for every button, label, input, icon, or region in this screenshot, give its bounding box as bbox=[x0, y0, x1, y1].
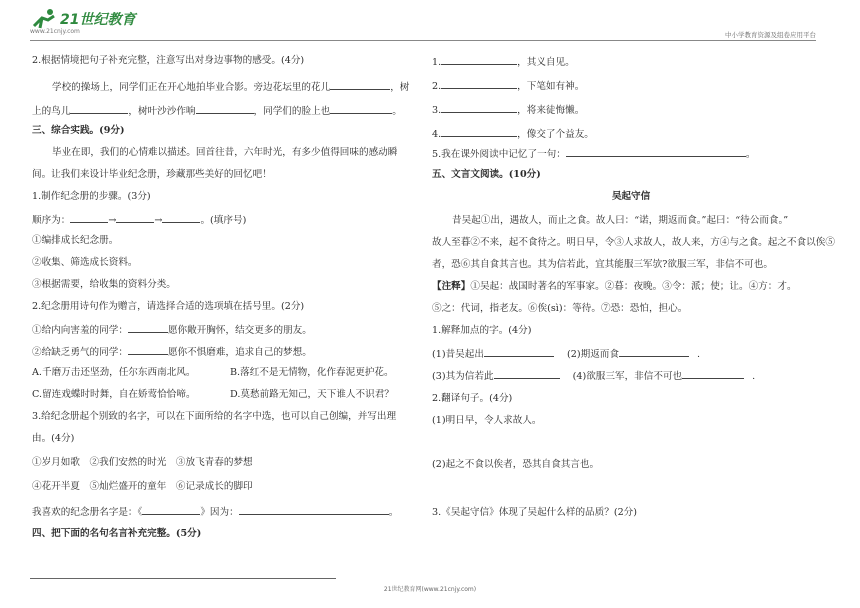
site-logo bbox=[30, 8, 135, 30]
arrow-icon: → bbox=[154, 215, 163, 226]
header-divider bbox=[30, 40, 816, 41]
r-q1-row-2 bbox=[432, 368, 755, 383]
line-number: 4. bbox=[432, 129, 442, 140]
order-suffix: 。(填序号) bbox=[200, 215, 247, 226]
answer-blank[interactable] bbox=[682, 368, 744, 379]
r-q1-row-1 bbox=[432, 346, 700, 361]
s3-names-row-1: ①岁月如歌 ②我们安然的时光 ③放飞青春的梦想 bbox=[32, 457, 253, 468]
q2b-suffix: 愿你不惧磨难，追求自己的梦想。 bbox=[167, 347, 312, 358]
fill-line-2 bbox=[432, 78, 584, 93]
fill-line-1 bbox=[432, 54, 575, 69]
logo-text: 21世纪教育 bbox=[60, 12, 136, 28]
s3-q2-option-c: C.留连戏蝶时时舞，自在娇莺恰恰啼。 bbox=[32, 389, 196, 400]
answer-blank[interactable] bbox=[441, 54, 517, 65]
notes-label: 【注释】 bbox=[432, 281, 471, 292]
answer-blank[interactable] bbox=[441, 126, 517, 137]
answer-blank[interactable] bbox=[128, 344, 168, 355]
s3-q2: 2.纪念册用诗句作为赠言，请选择合适的选项填在括号里。(2分) bbox=[32, 301, 305, 312]
footer-divider bbox=[30, 578, 336, 579]
r-q2: 2.翻译句子。(4分) bbox=[432, 393, 513, 404]
answer-blank[interactable] bbox=[330, 79, 390, 90]
passage-line-1: 昔吴起①出，遇故人，而止之食。故人曰：“诺，期返而食。”起曰：“待公而食。” bbox=[452, 215, 789, 226]
answer-blank[interactable] bbox=[142, 504, 200, 515]
notes-line-2: ⑤之：代词，指老友。⑥俟(sì)：等待。⑦恐：恐怕，担心。 bbox=[432, 303, 688, 314]
answer-blank[interactable] bbox=[116, 212, 154, 223]
answer-blank[interactable] bbox=[330, 103, 392, 114]
s3-q3-line-1: 3.给纪念册起个别致的名字，可以在下面所给的名字中选，也可以自己创编，并写出理 bbox=[32, 411, 397, 422]
s3-q2-option-a: A.千磨万击还坚劲，任尔东西南北风。 bbox=[32, 367, 196, 378]
r-q3: 3.《吴起守信》体现了吴起什么样的品质？(2分) bbox=[432, 507, 638, 518]
q2-text-1: 学校的操场上，同学们正在开心地拍毕业合影。旁边花坛里的花儿 bbox=[52, 82, 331, 93]
fill-text-4: ，像交了个益友。 bbox=[517, 129, 594, 140]
q1d-text: (4)欲服三军，非信不可也 bbox=[572, 371, 683, 382]
r-q2a: (1)明日早，令人求故人。 bbox=[432, 415, 542, 426]
section-4-title: 四、把下面的名句名言补充完整。(5分) bbox=[32, 528, 202, 539]
answer-blank[interactable] bbox=[128, 322, 168, 333]
answer-blank[interactable] bbox=[162, 212, 200, 223]
q2-text-2c: ，同学们的脸上也 bbox=[253, 106, 331, 117]
fill-text-3: ，将来徒悔懒。 bbox=[517, 105, 585, 116]
s3-intro-1: 毕业在即，我们的心情难以描述。回首往昔，六年时光，有多少值得回味的感动瞬 bbox=[52, 147, 398, 158]
q2-text-1-end: ，树 bbox=[390, 82, 410, 93]
period-mark: . bbox=[697, 349, 701, 360]
favorite-end: 。 bbox=[388, 507, 399, 518]
answer-blank[interactable] bbox=[70, 103, 128, 114]
period-mark: . bbox=[752, 371, 756, 382]
fill-5-end: 。 bbox=[745, 149, 756, 160]
q1b-text: (2)期返而食 bbox=[567, 349, 619, 360]
q2-title: 2.根据情境把句子补充完整，注意写出对身边事物的感受。(4分) bbox=[32, 55, 305, 66]
passage-title: 吴起守信 bbox=[611, 191, 651, 202]
q2-text-2b: ，树叶沙沙作响 bbox=[128, 106, 196, 117]
s3-option-3: ③根据需要，给收集的资料分类。 bbox=[32, 279, 176, 290]
logo-url: www.21cnjy.com bbox=[30, 28, 80, 35]
order-prefix: 顺序为： bbox=[32, 215, 71, 226]
footer-text: 21世纪教育网(www.21cnjy.com) bbox=[383, 586, 477, 593]
q2-text-2d: 。 bbox=[392, 106, 402, 117]
answer-blank[interactable] bbox=[619, 346, 689, 357]
fill-line-3 bbox=[432, 102, 584, 117]
s3-q2a bbox=[32, 322, 312, 337]
q1c-text: (3)其为信若此 bbox=[432, 371, 494, 382]
q2-text-2a: 上的鸟儿 bbox=[32, 106, 71, 117]
s3-favorite-line bbox=[32, 504, 398, 519]
favorite-prefix: 我喜欢的纪念册名字是：《 bbox=[32, 507, 143, 518]
r-q1: 1.解释加点的字。(4分) bbox=[432, 325, 532, 336]
s3-q2b bbox=[32, 344, 312, 359]
fill-line-4 bbox=[432, 126, 594, 141]
s3-names-row-2: ④花开半夏 ⑤灿烂盛开的童年 ⑥记录成长的脚印 bbox=[32, 481, 253, 492]
favorite-because: 》因为： bbox=[200, 507, 239, 518]
q2b-prefix: ②给缺乏勇气的同学： bbox=[32, 347, 128, 358]
answer-blank[interactable] bbox=[70, 212, 108, 223]
fill-text-2: ，下笔如有神。 bbox=[517, 81, 585, 92]
q2a-prefix: ①给内向害羞的同学： bbox=[32, 325, 128, 336]
answer-blank[interactable] bbox=[484, 346, 554, 357]
s3-q1: 1.制作纪念册的步骤。(3分) bbox=[32, 191, 151, 202]
line-number: 1. bbox=[432, 57, 442, 68]
notes-line-1 bbox=[432, 280, 797, 293]
passage-line-2: 故人至暮②不来，起不食待之。明日早，令③人求故人，故人来，方④与之食。起之不食以俟⑤ bbox=[432, 237, 835, 248]
q2a-suffix: 愿你敞开胸怀，结交更多的朋友。 bbox=[167, 325, 312, 336]
passage-line-3: 者，恐⑥其自食其言也。其为信若此，宜其能服三军欤?欲服三军，非信不可也。 bbox=[432, 259, 773, 270]
q2-sentence-2 bbox=[32, 103, 402, 118]
s3-order-line bbox=[32, 212, 246, 227]
answer-blank[interactable] bbox=[441, 78, 517, 89]
answer-blank[interactable] bbox=[566, 146, 746, 157]
fill-5-prefix: 5.我在课外阅读中记忆了一句： bbox=[432, 149, 566, 160]
q1a-text: (1)昔吴起出 bbox=[432, 349, 484, 360]
answer-blank[interactable] bbox=[441, 102, 517, 113]
answer-blank[interactable] bbox=[494, 368, 560, 379]
section-5-title: 五、文言文阅读。(10分) bbox=[432, 169, 541, 180]
s3-option-2: ②收集、筛选成长资料。 bbox=[32, 257, 138, 268]
section-3-title: 三、综合实践。(9分) bbox=[32, 125, 125, 136]
line-number: 2. bbox=[432, 81, 442, 92]
q2-sentence-1 bbox=[52, 79, 409, 94]
line-number: 3. bbox=[432, 105, 442, 116]
runner-logo-icon bbox=[30, 8, 58, 30]
answer-blank[interactable] bbox=[239, 504, 389, 515]
s3-q2-option-d: D.莫愁前路无知己，天下谁人不识君？ bbox=[230, 389, 394, 400]
s3-intro-2: 间。让我们来设计毕业纪念册，珍藏那些美好的回忆吧！ bbox=[32, 169, 272, 180]
fill-text-1: ，其义自见。 bbox=[517, 57, 575, 68]
arrow-icon: → bbox=[108, 215, 117, 226]
header-platform-text: 中小学教育资源及组卷应用平台 bbox=[725, 31, 816, 39]
fill-line-5 bbox=[432, 146, 755, 161]
notes-text-1: ①吴起：战国时著名的军事家。②暮：夜晚。③令：派；使；让。④方：才。 bbox=[470, 281, 797, 292]
r-q2b: (2)起之不食以俟者，恐其自食其言也。 bbox=[432, 459, 600, 470]
s3-q2-option-b: B.落红不是无情物，化作春泥更护花。 bbox=[230, 367, 394, 378]
s3-option-1: ①编排成长纪念册。 bbox=[32, 235, 119, 246]
answer-blank[interactable] bbox=[196, 103, 254, 114]
s3-q3-line-2: 由。(4分) bbox=[32, 433, 75, 444]
